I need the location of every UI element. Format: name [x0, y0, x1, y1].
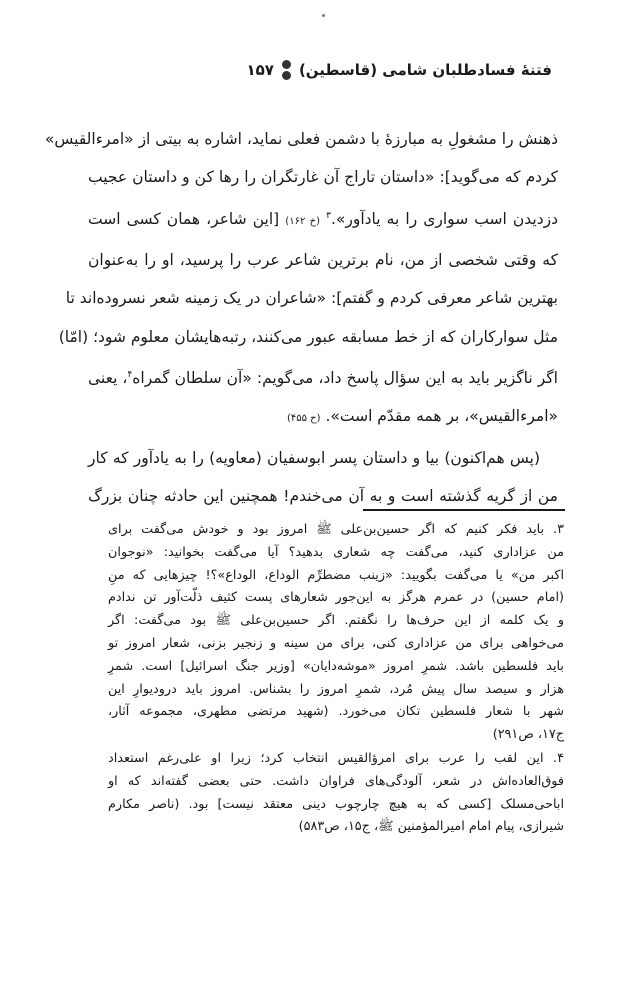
footnote-line: ۴. این لقب را عرب برای امرؤالقیس انتخاب کرد؛ زیرا او علی‌رغم استعداد [108, 750, 564, 766]
running-head-title: فتنهٔ فسادطلبان شامی (قاسطین) [298, 61, 552, 79]
text-fragment: [این شاعر، همان کسی است [88, 209, 280, 228]
text-line [88, 197, 558, 241]
footnote-line: فوق‌العاده‌اش در شعر، آلودگی‌های فراوان داشت. حتی بعضی گفته‌اند که او [108, 773, 564, 789]
text-line: مثل سوارکاران که از خط مسابقه عبور می‌کنند، رتبه‌هایشان معلوم شود؛ (امّا) [58, 327, 558, 346]
text-line: بهترین شاعر معرفی کردم و گفتم]: «شاعران در یک زمینه شعر نسروده‌اند تا [65, 289, 558, 308]
citation: (ح ۴۵۵) [286, 413, 321, 425]
text-line: کردم که می‌گوید]: «داستان تاراج آن غارتگران را رها کن و داستان عجیب [88, 168, 558, 187]
footnote-ref-4[interactable]: ۴ [127, 369, 133, 380]
footnote-line: ج۱۷، ص۲۹۱) [492, 727, 564, 743]
text-line [88, 356, 558, 397]
text-line: ذهنش را مشغولِ به مبارزهٔ با دشمن فعلی نماید، اشاره به بیتی از «امرءالقیس» [44, 130, 558, 148]
main-text [44, 120, 558, 515]
footnote-line: می‌خواهی برای من عزاداری کنی، برای من سینه و زنجیر بزنی، شعار امروز تو [108, 635, 564, 651]
footnote-4 [108, 748, 564, 839]
text-line [88, 397, 558, 438]
footnote-line: اباحی‌مسلک [کسی که به هیچ چارچوب دینی معتقد نیست] بود. (ناصر مکارم [108, 796, 564, 812]
text-line: که وقتی شخصی از من، نام برترین شاعر عرب را پرسید، او را به‌عنوان [88, 251, 558, 270]
text-fragment: دزدیدن اسب سواری را به یادآور». [330, 209, 558, 228]
footnote-line: هزار و سیصد سال پیش مُرد، شمرِ امروز را بشناس. امروز باید درودیوارِ این [108, 681, 564, 697]
footnote-ref-3[interactable]: ۳ [326, 210, 331, 221]
text-fragment: «امرءالقیس»، بر همه مقدّم است». [325, 407, 558, 426]
text-fragment: ، یعنی [88, 369, 128, 388]
running-head [100, 57, 552, 83]
footnote-line: شهر با شعار فلسطین تکان می‌خورد. (شهید مرتضی مطهری، مجموعه آثار، [108, 704, 564, 720]
footnote-line: شیرازی، پیام امام امیرالمؤمنین ﷺ، ج۱۵، ص۵۸۳) [298, 819, 564, 835]
footnote-line: باید فلسطین باشد. شمرِ امروز «موشه‌دایان» [وزیر جنگ اسرائیل] است. شمرِ [108, 658, 564, 674]
footnote-line: من عزاداری کنید، می‌گفت چه شعاری بدهید؟ آیا می‌گفت بخوانید: «نوجوان [108, 544, 564, 560]
footnote-line: اکبر من» یا می‌گفت بگویید: «زینب مضطرِّم الوداع، الوداع»؟! چیزهایی که منِ [108, 567, 564, 583]
footnote-3 [108, 519, 564, 747]
footnote-line: و یک کلمه از این حرف‌ها را نگفتم. اگر حسین‌بن‌علی ﷺ بود می‌گفت: اگر [108, 613, 564, 629]
page-number: ۱۵۷ [246, 61, 274, 79]
footnotes [108, 519, 564, 839]
text-line: من از گریه گذشته است و به آن می‌خندم! همچنین این حادثه چنان بزرگ [88, 486, 558, 505]
footnote-line: (امام حسین) در عمرم هرگز به این‌جور شعارهای پست کثیف ذلّت‌آور تن ندادم [108, 590, 564, 606]
footnote-line: ۳. باید فکر کنیم که اگر حسین‌بن‌علی ﷺ امروز بود و خودش می‌گفت برای [108, 522, 564, 537]
footnote-divider [363, 509, 565, 511]
citation: (خ ۱۶۲) [285, 215, 321, 227]
double-dot-ornament-icon [282, 60, 291, 80]
print-speck [322, 14, 325, 17]
text-fragment: اگر ناگزیر باید به این سؤال پاسخ داد، می‌گویم: «آن سلطان گمراه [132, 369, 558, 388]
text-line: (پس هم‌اکنون) بیا و داستان پسر ابوسفیان (معاویه) را به یادآور که کار [88, 448, 540, 467]
